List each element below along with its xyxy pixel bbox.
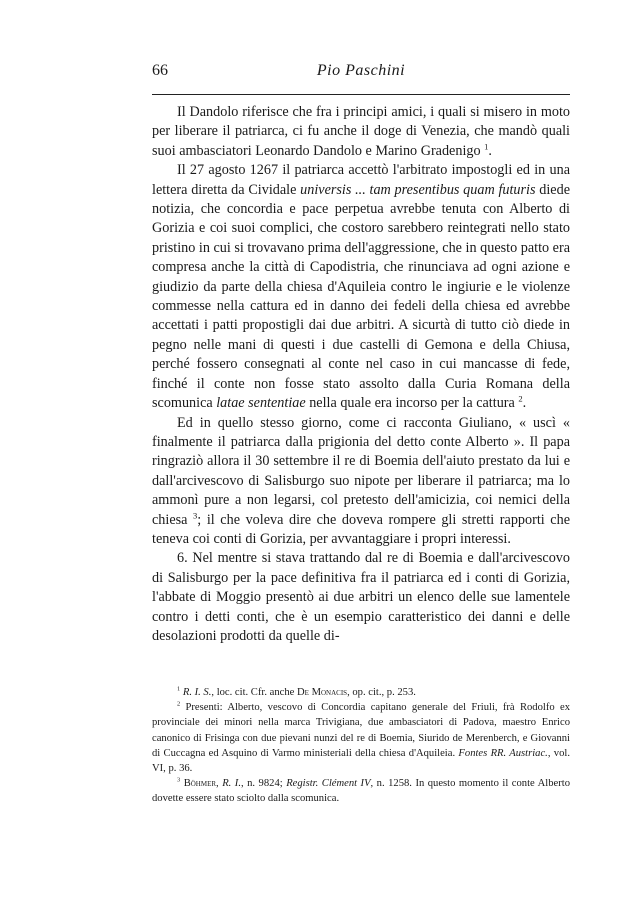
page-number: 66: [152, 62, 168, 79]
paragraph: Il Dandolo riferisce che fra i principi amici, i quali si misero in moto per liberare il patriarca, ci fu anche il doge di Venezia, che mandò quali suoi ambasciatori Leonardo Dandolo e Marino Gradenigo $^1$.: [152, 104, 570, 159]
footnote: $^1$ R. I. S., loc. cit. Cfr. anche De Monacis, op. cit., p. 253.: [177, 685, 416, 698]
footnote-number: 1: [177, 685, 181, 693]
footnote: $^2$ Presenti: Alberto, vescovo di Concordia capitano generale del Friuli, frà Rodolfo ex provinciale dei minori nella marca Trivigiana, due ambasciatori di Padova, maestro Enrico canonico di Frisinga con due pievani nunzi del re di Boemia, Siurido de Merenberch, e Giovanni di Cuccagna ed Asquino di Varmo ministeriali della chiesa d'Aquileia. Fontes RR. Austriac., vol. VI, p. 36.: [152, 700, 570, 775]
footnote-number: 2: [177, 700, 181, 708]
paragraph: Ed in quello stesso giorno, come ci racconta Giuliano, « uscì « finalmente il patriarca dalla prigionia del detto conte Alberto ». Il papa ringraziò allora il 30 settembre il re di Boemia dell'aiuto prestato da lui e dall'arcivescovo di Salisburgo suo nipote per liberare il patriarca; ma lo ammonì pure a non legarsi, col pretesto dell'amicizia, coi nemici della chiesa $^3$; il che voleva dire che doveva rompere gli stretti rapporti che teneva coi conti di Gorizia, per avvantaggiare i propri interessi.: [152, 414, 570, 547]
footnote-ref: 3: [193, 509, 198, 520]
paragraph: 6. Nel mentre si stava trattando dal re di Boemia e dall'arcivescovo di Salisburgo per la pace definitiva fra il patriarca ed i conti di Gorizia, l'abbate di Moggio presentò ai due arbitri un elenco delle sue lamentele contro i detti conti, che è un esempio caratteristico dei danni e delle desolazioni prodotti da quelle di-: [152, 550, 570, 644]
page-header: [152, 62, 570, 84]
latin-phrase: universis ... tam presentibus quam futuris: [300, 181, 536, 198]
footnote: $^3$ Böhmer, R. I., n. 9824; Registr. Clément IV, n. 1258. In questo momento il conte Alberto dovette essere stato sciolto dalla scomunica.: [152, 776, 570, 805]
footnote-ref: 1: [484, 141, 489, 152]
footnote-number: 3: [177, 776, 181, 784]
footnote-ref: 2: [518, 393, 523, 404]
paragraph: Il 27 agosto 1267 il patriarca accettò l'arbitrato impostogli ed in una lettera diretta da Cividale universis ... tam presentibus quam futuris diede notizia, che concordia e pace perpetua avrebbe tenuta con Alberto di Gorizia e coi suoi complici, che costoro sarebbero reintegrati nello stato pristino in cui si trovavano prima dell'aggressione, che in questo patto era compresa anche la città di Capodistria, che rinunciava ad ogni azione e giudizio da parte della chiesa d'Aquileia contro le ingiurie e le violenze commesse nella cattura ed in danno dei fedeli della chiesa ed avrebbe accettati i patti propostigli dai due arbitri. A sicurtà di tutto ciò diede in pegno nelle mani di questi i due castelli di Gemona e della Chiusa, perché fossero consegnati al conte nel caso in cui mancasse di fede, finché il conte non fosse stato assolto dalla Curia Romana della scomunica latae sententiae nella quale era incorso per la cattura $^2$.: [152, 162, 570, 412]
latin-phrase: latae sententiae: [216, 395, 306, 412]
body-text: [152, 103, 570, 646]
header-rule: [152, 94, 570, 95]
footnotes: [152, 685, 570, 807]
running-title: Pio Paschini: [316, 62, 406, 79]
